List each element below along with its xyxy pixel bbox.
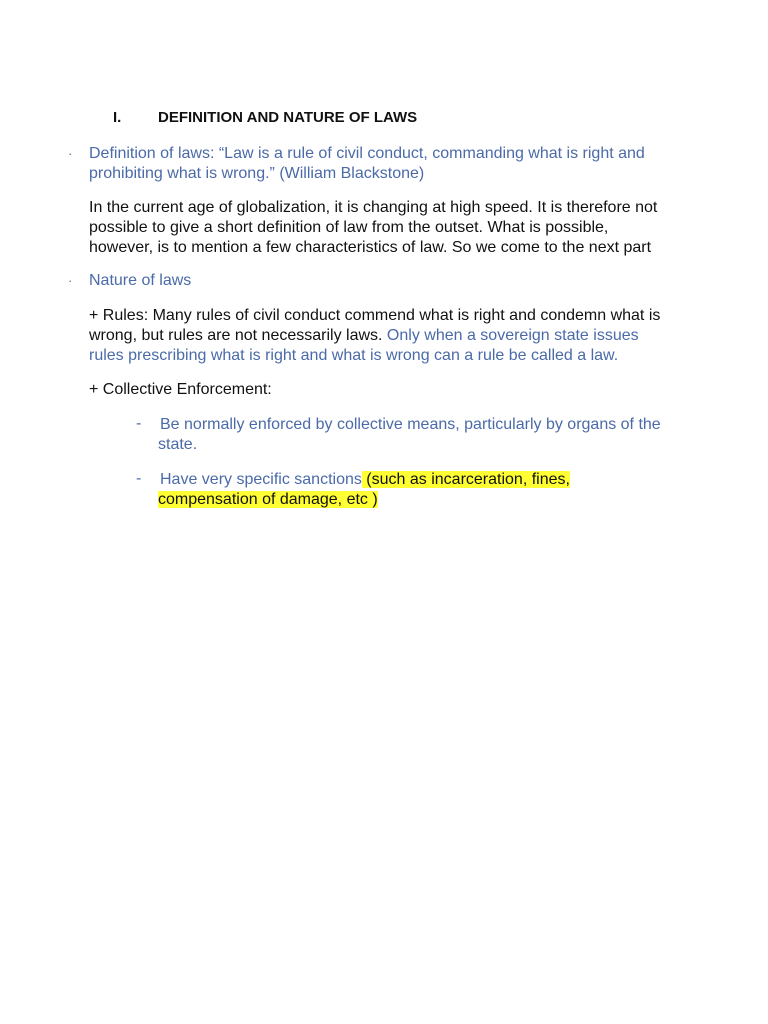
sanctions-text: Have very specific sanctions (160, 471, 362, 488)
globalization-line-3: however, is to mention a few characteristics of law. So we come to the next part (89, 239, 652, 256)
section-number: I. (113, 109, 122, 126)
definition-line-2: prohibiting what is wrong.” (William Blackstone) (89, 165, 425, 182)
rules-line-1: + Rules: Many rules of civil conduct commend what is right and condemn what is (89, 307, 661, 324)
enforcement-item-1-line-2: state. (158, 436, 198, 453)
globalization-line-1: In the current age of globalization, it is changing at high speed. It is therefore not (89, 199, 658, 216)
enforcement-item-2-line-2 (158, 490, 378, 510)
rules-line-2-blue: Only when a sovereign state issues (386, 327, 639, 344)
enforcement-item-2-line-1 (160, 470, 570, 490)
section-title: DEFINITION AND NATURE OF LAWS (158, 109, 418, 126)
highlighted-text: (such as incarceration, fines, (361, 471, 570, 488)
bullet-dot-icon: · (68, 273, 73, 288)
nature-of-laws-label: Nature of laws (89, 272, 192, 289)
dash-bullet-icon: - (136, 470, 142, 487)
rules-line-2-black: wrong, but rules are not necessarily laws. (89, 327, 387, 344)
highlighted-text: compensation of damage, etc ) (158, 491, 378, 508)
collective-enforcement-label: + Collective Enforcement: (89, 381, 272, 398)
rules-line-3: rules prescribing what is right and what is wrong can a rule be called a law. (89, 347, 619, 364)
globalization-line-2: possible to give a short definition of law from the outset. What is possible, (89, 219, 609, 236)
bullet-dot-icon: · (68, 146, 73, 161)
definition-line-1: Definition of laws: “Law is a rule of civil conduct, commanding what is right and (89, 145, 645, 162)
enforcement-item-1-line-1: Be normally enforced by collective means, particularly by organs of the (160, 416, 661, 433)
rules-line-2 (89, 326, 639, 346)
dash-bullet-icon: - (136, 415, 142, 432)
